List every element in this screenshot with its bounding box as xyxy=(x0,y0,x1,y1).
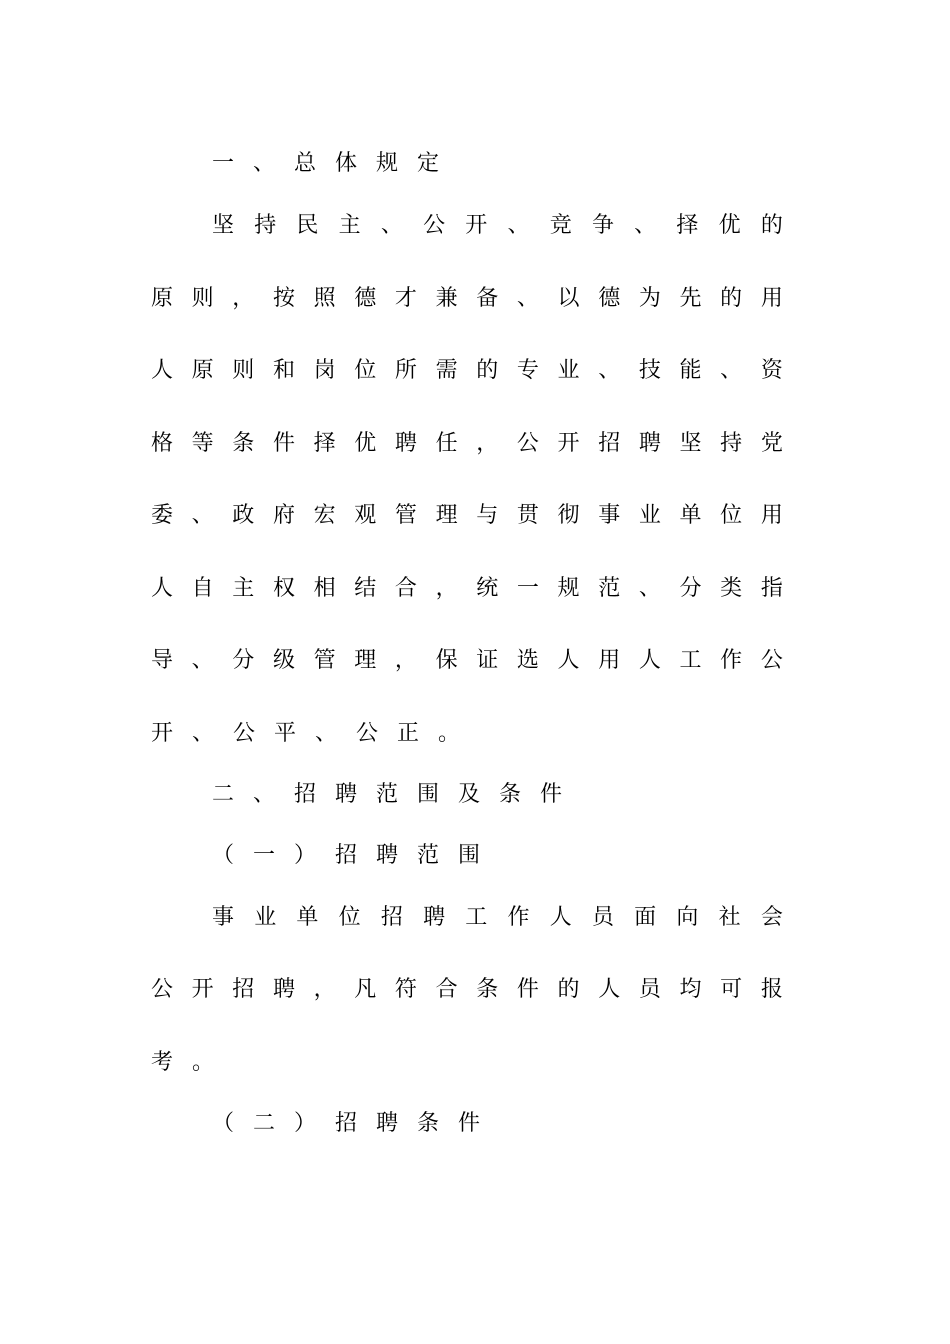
section-heading: 一 、 总 体 规 定 xyxy=(211,151,439,176)
paragraph-line: 坚 持 民 主 、 公 开 、 竞 争 、 择 优 的 xyxy=(211,213,783,238)
paragraph-line: 委 、 政 府 宏 观 管 理 与 贯 彻 事 业 单 位 用 xyxy=(150,503,783,528)
paragraph-line: 开 、 公 平 、 公 正 。 xyxy=(150,721,460,746)
paragraph-line: 人 自 主 权 相 结 合 ， 统 一 规 范 、 分 类 指 xyxy=(150,576,783,601)
paragraph-line: 原 则 ， 按 照 德 才 兼 备 、 以 德 为 先 的 用 xyxy=(150,286,783,311)
paragraph-line: 考 。 xyxy=(150,1050,214,1075)
paragraph-line: 格 等 条 件 择 优 聘 任 ， 公 开 招 聘 坚 持 党 xyxy=(150,431,783,456)
subsection-heading: （ 一 ） 招 聘 范 围 xyxy=(211,843,480,868)
paragraph-line: 人 原 则 和 岗 位 所 需 的 专 业 、 技 能 、 资 xyxy=(150,358,783,383)
paragraph-line: 导 、 分 级 管 理 ， 保 证 选 人 用 人 工 作 公 xyxy=(150,648,783,673)
paragraph-line: 公 开 招 聘 ， 凡 符 合 条 件 的 人 员 均 可 报 xyxy=(150,977,783,1002)
section-heading: 二 、 招 聘 范 围 及 条 件 xyxy=(211,782,562,807)
paragraph-line: 事 业 单 位 招 聘 工 作 人 员 面 向 社 会 xyxy=(211,905,783,930)
subsection-heading: （ 二 ） 招 聘 条 件 xyxy=(211,1111,480,1136)
